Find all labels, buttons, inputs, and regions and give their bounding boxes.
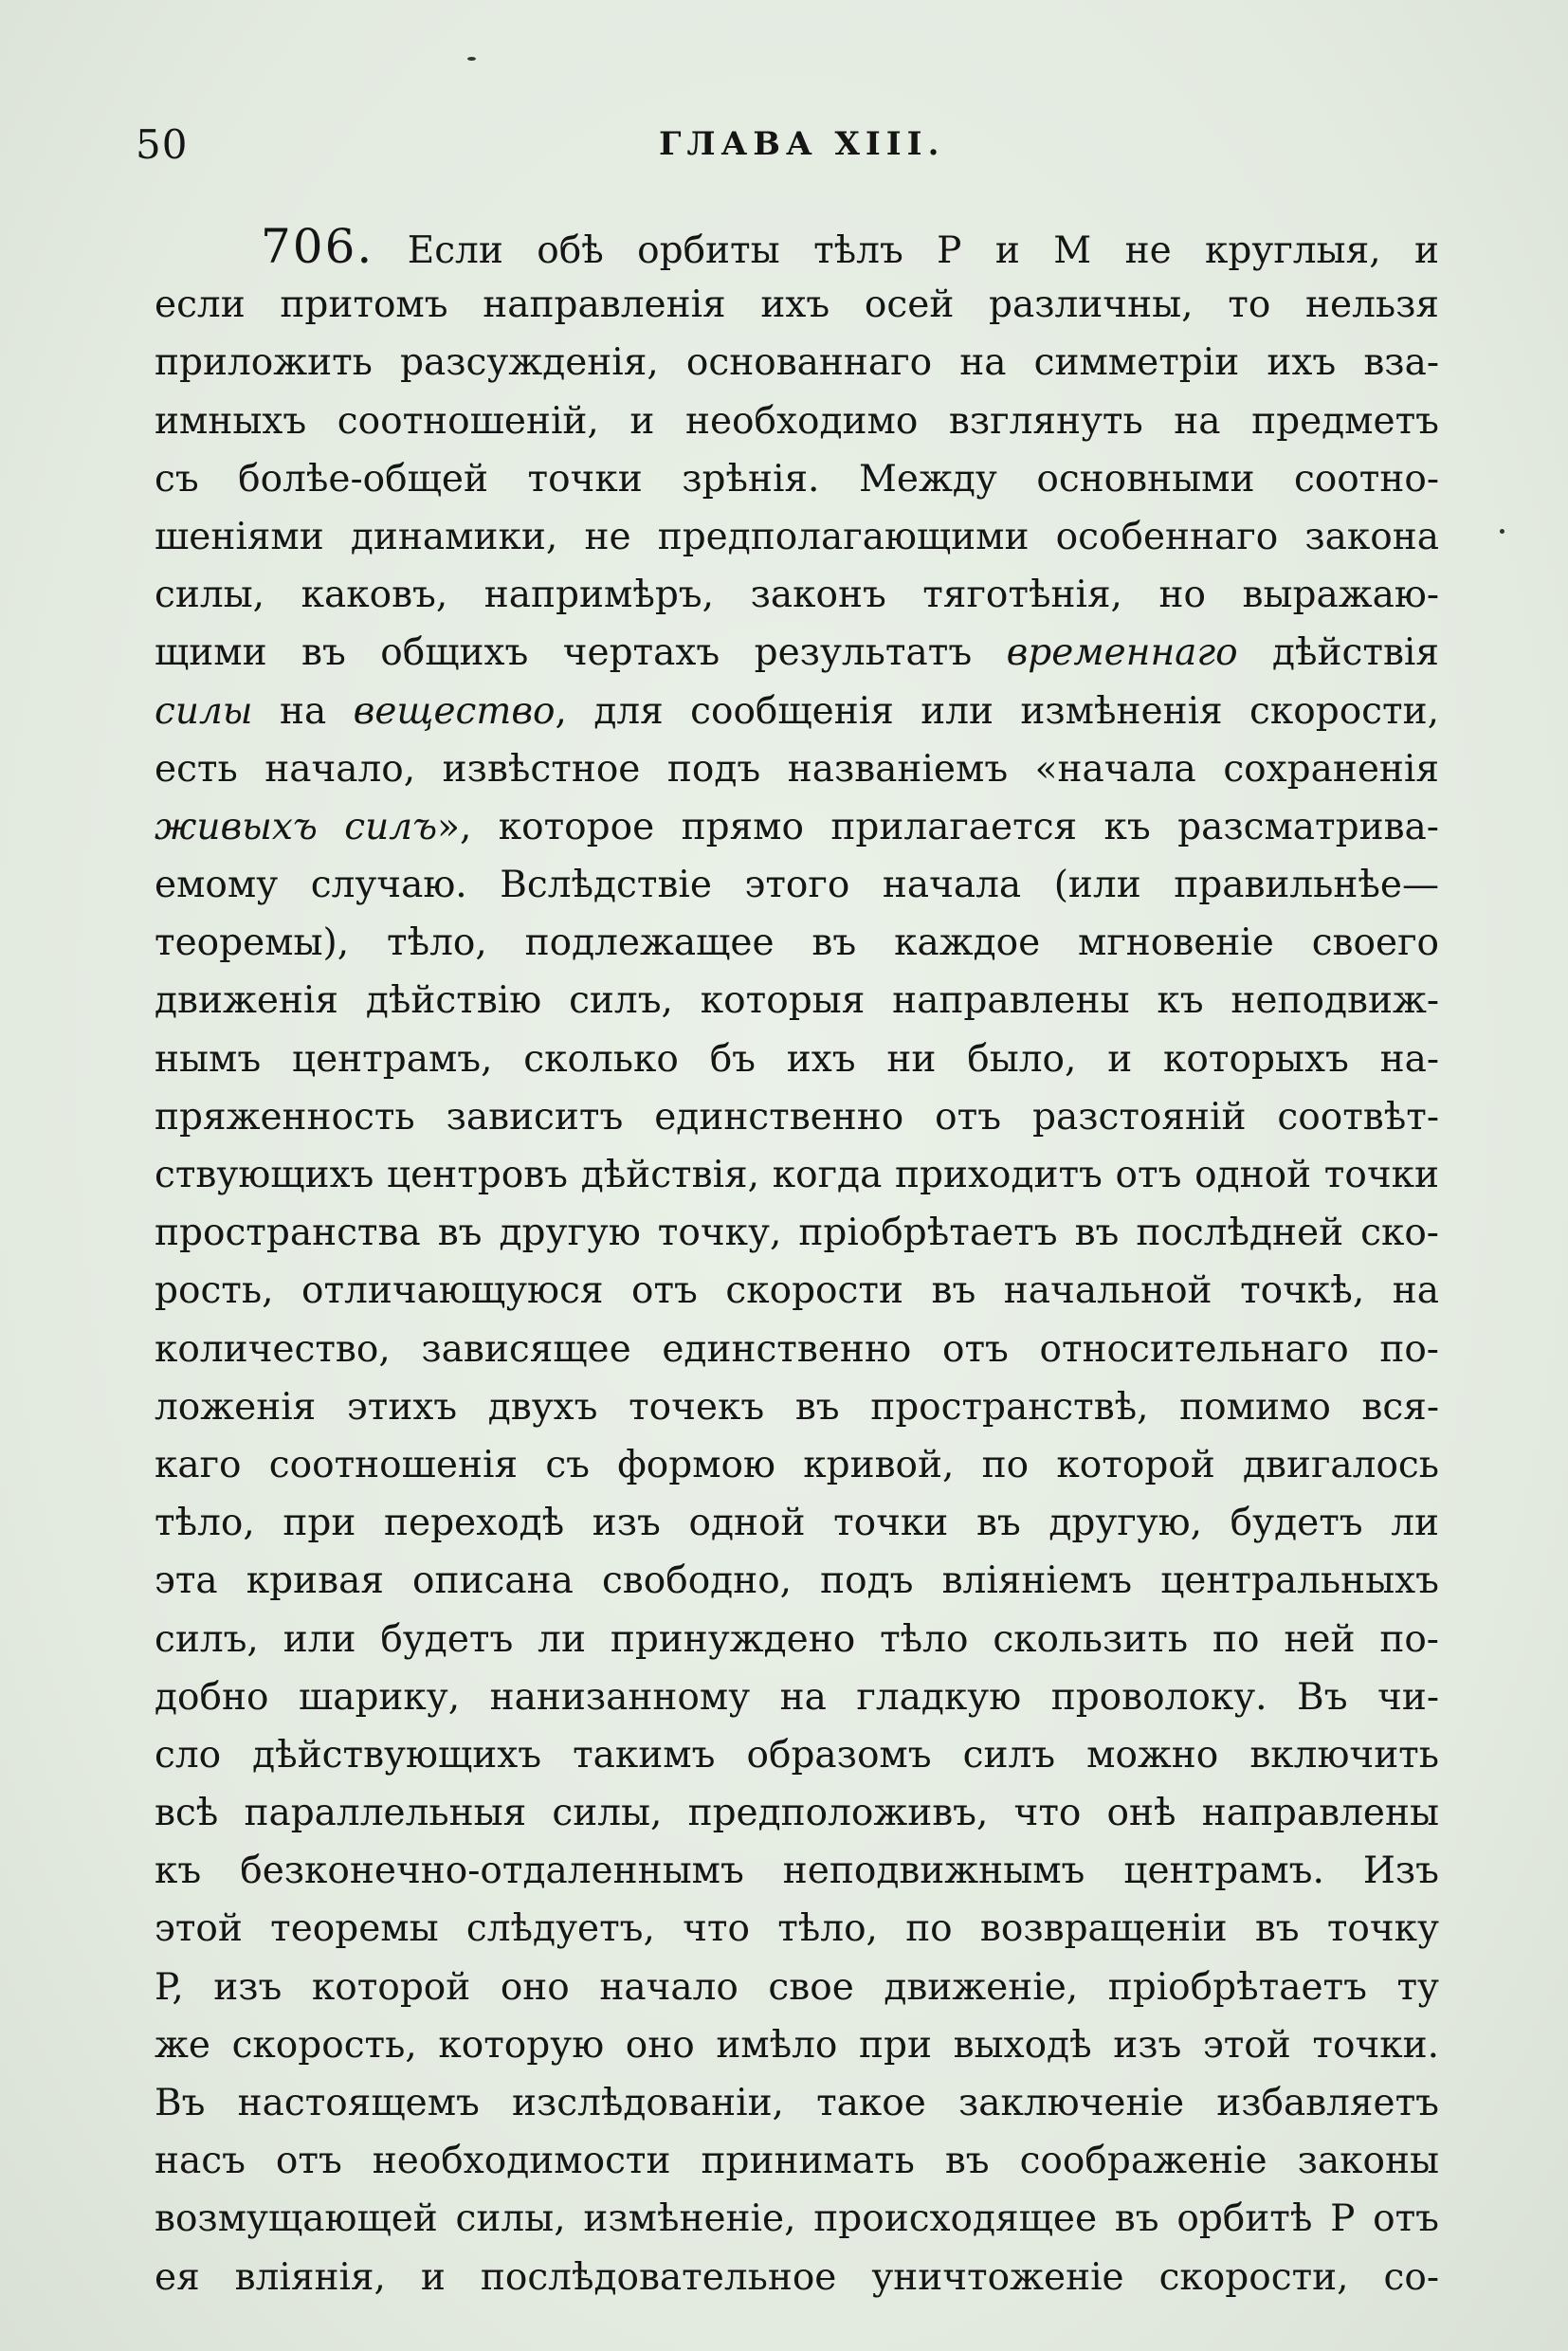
line-text: количество, зависящее единственно отъ относительнаго по- bbox=[155, 1327, 1439, 1371]
line-text: ствующихъ центровъ дѣйствія, когда приходитъ отъ одной точки bbox=[155, 1154, 1439, 1196]
print-speck bbox=[1500, 529, 1504, 534]
line-text: приложить разсужденія, основаннаго на симметріи ихъ вза- bbox=[155, 341, 1439, 385]
text-line bbox=[155, 1030, 1439, 1088]
text-line bbox=[155, 972, 1439, 1030]
line-text: рость, отличающуюся отъ скорости въ начальной точкѣ, на bbox=[155, 1269, 1439, 1313]
text-line bbox=[155, 1378, 1439, 1436]
text-line bbox=[155, 1900, 1439, 1958]
line-text: возмущающей силы, измѣненіе, происходящее въ орбитѣ P отъ bbox=[155, 2197, 1439, 2241]
line-text: къ безконечно-отдаленнымъ неподвижнымъ центрамъ. Изъ bbox=[155, 1850, 1439, 1893]
line-text: пространства въ другую точку, пріобрѣтаетъ въ послѣдней ско- bbox=[155, 1212, 1439, 1255]
text-line bbox=[155, 1552, 1439, 1610]
text-line bbox=[155, 798, 1439, 856]
text-line bbox=[155, 334, 1439, 392]
line-text: сло дѣйствующихъ такимъ образомъ силъ можно включить bbox=[155, 1733, 1439, 1777]
line-text: добно шарику, нанизанному на гладкую проволоку. Въ чи- bbox=[155, 1675, 1439, 1719]
text-line bbox=[155, 2132, 1439, 2190]
text-line bbox=[155, 1494, 1439, 1552]
page-number: 50 bbox=[136, 121, 189, 168]
text-line bbox=[155, 740, 1439, 798]
line-text: если притомъ направленія ихъ осей различны, то нельзя bbox=[155, 283, 1439, 327]
section-706-text bbox=[155, 218, 1439, 2306]
text-line bbox=[155, 1959, 1439, 2016]
text-line bbox=[155, 392, 1439, 450]
print-speck bbox=[467, 57, 476, 61]
line-text: движенія дѣйствію силъ, которыя направлены къ неподвиж- bbox=[155, 979, 1439, 1023]
text-line bbox=[155, 1842, 1439, 1900]
text-line bbox=[155, 1321, 1439, 1378]
text-line bbox=[155, 1262, 1439, 1320]
text-line bbox=[155, 1784, 1439, 1842]
line-text: ложенія этихъ двухъ точекъ въ пространствѣ, помимо вся- bbox=[155, 1385, 1439, 1429]
text-line bbox=[155, 2074, 1439, 2132]
text-line bbox=[155, 450, 1439, 508]
text-line bbox=[155, 1436, 1439, 1494]
line-text: Если обѣ орбиты тѣлъ P и M не круглыя, и bbox=[407, 229, 1439, 272]
line-text: шеніями динамики, не предполагающими особеннаго закона bbox=[155, 515, 1439, 558]
section-number: 706. bbox=[261, 219, 374, 274]
line-text: силъ, или будетъ ли принуждено тѣло скользить по ней по- bbox=[155, 1617, 1439, 1661]
text-line bbox=[155, 2016, 1439, 2074]
line-text: каго соотношенія съ формою кривой, по которой двигалось bbox=[155, 1443, 1439, 1486]
line-text: живыхъ силъ», которое прямо прилагается къ разсматрива- bbox=[155, 805, 1439, 848]
text-line bbox=[155, 914, 1439, 972]
text-line bbox=[155, 856, 1439, 914]
line-text: P, изъ которой оно начало свое движеніе, пріобрѣтаетъ ту bbox=[155, 1965, 1439, 2009]
text-line bbox=[155, 508, 1439, 566]
line-text: щими въ общихъ чертахъ результатъ временнаго дѣйствія bbox=[155, 631, 1439, 675]
line-text: имныхъ соотношеній, и необходимо взглянуть на предметъ bbox=[155, 399, 1439, 443]
text-line bbox=[155, 566, 1439, 624]
text-line bbox=[155, 1611, 1439, 1668]
line-text: съ болѣе-общей точки зрѣнія. Между основными соотно- bbox=[155, 457, 1439, 501]
line-text: эта кривая описана свободно, подъ вліяніемъ центральныхъ bbox=[155, 1559, 1439, 1603]
text-line bbox=[155, 1668, 1439, 1726]
line-text: теоремы), тѣло, подлежащее въ каждое мгновеніе своего bbox=[155, 921, 1439, 965]
line-text: же скорость, которую оно имѣло при выходѣ изъ этой точки. bbox=[155, 2023, 1439, 2067]
text-line bbox=[155, 218, 1439, 276]
line-text: есть начало, извѣстное подъ названіемъ «начала сохраненія bbox=[155, 747, 1439, 791]
text-line bbox=[155, 1088, 1439, 1146]
text-line bbox=[155, 1146, 1439, 1204]
line-text: силы на вещество, для сообщенія или измѣненія скорости, bbox=[155, 689, 1439, 733]
line-text: Въ настоящемъ изслѣдованіи, такое заключеніе избавляетъ bbox=[155, 2082, 1439, 2124]
line-text: насъ отъ необходимости принимать въ соображеніе законы bbox=[155, 2140, 1439, 2183]
text-line bbox=[155, 2249, 1439, 2306]
text-line bbox=[155, 276, 1439, 334]
line-text: этой теоремы слѣдуетъ, что тѣло, по возвращеніи въ точку bbox=[155, 1907, 1439, 1951]
text-line bbox=[155, 1726, 1439, 1784]
text-line bbox=[155, 624, 1439, 682]
line-text: ея вліянія, и послѣдовательное уничтоженіе скорости, со- bbox=[155, 2255, 1439, 2299]
line-text: нымъ центрамъ, сколько бъ ихъ ни было, и которыхъ на- bbox=[155, 1037, 1439, 1081]
line-text: тѣло, при переходѣ изъ одной точки въ другую, будетъ ли bbox=[155, 1502, 1439, 1545]
line-text: пряженность зависитъ единственно отъ разстояній соотвѣт- bbox=[155, 1095, 1439, 1139]
running-head: ГЛАВА XIII. bbox=[659, 125, 945, 163]
text-line bbox=[155, 2190, 1439, 2248]
text-line bbox=[155, 1204, 1439, 1262]
line-text: всѣ параллельныя силы, предположивъ, что онѣ направлены bbox=[155, 1792, 1439, 1835]
line-text: емому случаю. Вслѣдствіе этого начала (или правильнѣе— bbox=[155, 864, 1439, 907]
text-line bbox=[155, 683, 1439, 740]
line-text: силы, каковъ, напримѣръ, законъ тяготѣнія, но выражаю- bbox=[155, 574, 1439, 617]
